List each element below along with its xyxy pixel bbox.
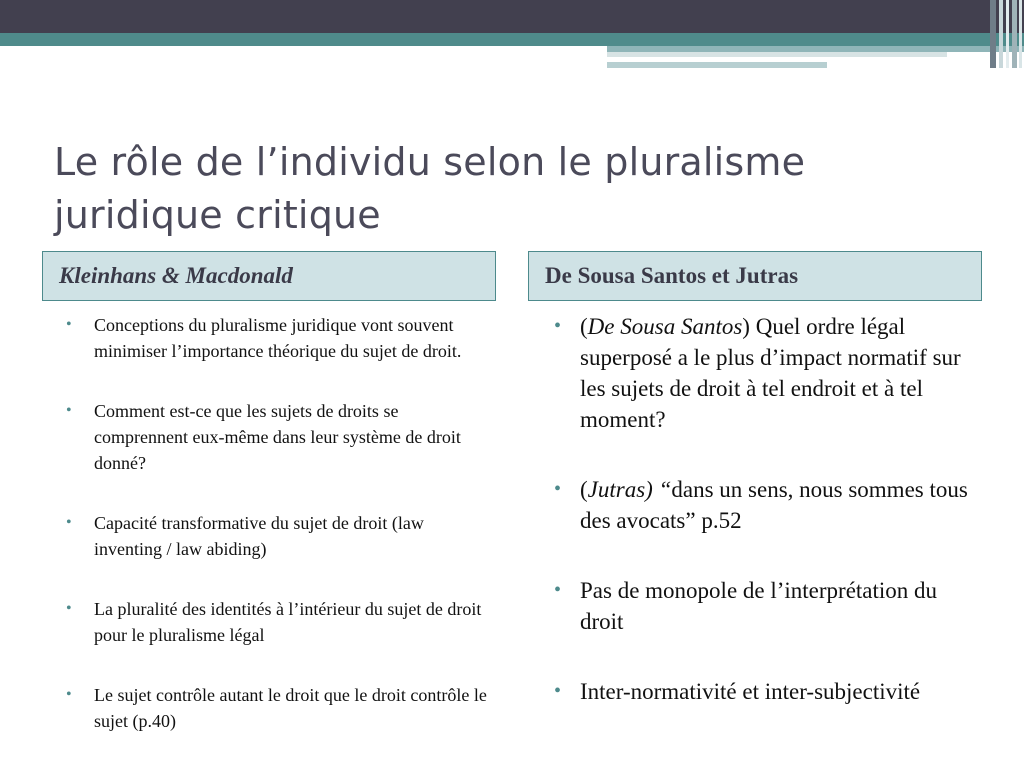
bullet-icon: •: [66, 514, 72, 531]
left-bullet-list: [60, 312, 490, 768]
list-item: [552, 311, 982, 435]
bullet-icon: •: [66, 316, 72, 333]
right-column-header-text: De Sousa Santos et Jutras: [545, 263, 799, 288]
list-item-italic: De Sousa Santos: [587, 314, 743, 339]
list-item-open: (: [580, 314, 588, 339]
list-item-text: Inter-normativité et inter-subjectivité: [580, 679, 921, 704]
bullet-icon: •: [66, 600, 72, 617]
header-band-dark: [0, 0, 1024, 33]
list-item: [552, 575, 982, 637]
decor-bar: [1019, 0, 1022, 68]
bullet-icon: •: [66, 686, 72, 703]
list-item-text: Pas de monopole de l’interprétation du droit: [580, 578, 938, 634]
list-item: [60, 398, 490, 476]
bullet-icon: •: [554, 478, 562, 500]
bullet-icon: •: [554, 680, 562, 702]
slide-title: Le rôle de l’individu selon le pluralisme juridique critique: [54, 140, 806, 237]
header-band-teal: [0, 33, 1024, 46]
decor-bar: [1006, 0, 1009, 68]
header-stripe: [607, 62, 827, 68]
left-column-header-text: Kleinhans & Macdonald: [59, 263, 293, 288]
list-item-text: Comment est-ce que les sujets de droits se comprennent eux-même dans leur système de droit donné?: [94, 401, 461, 473]
list-item: [552, 676, 982, 707]
decor-bar: [1012, 0, 1017, 68]
header-stripe: [607, 52, 947, 57]
list-item-text: Conceptions du pluralisme juridique vont souvent minimiser l’importance théorique du sujet de droit.: [94, 315, 462, 361]
list-item-open: (: [580, 477, 588, 502]
bullet-icon: •: [554, 315, 562, 337]
bullet-icon: •: [554, 579, 562, 601]
list-item-text: Le sujet contrôle autant le droit que le droit contrôle le sujet (p.40): [94, 685, 487, 731]
list-item-text: La pluralité des identités à l’intérieur du sujet de droit pour le pluralisme légal: [94, 599, 482, 645]
list-item: [552, 474, 982, 536]
bullet-icon: •: [66, 402, 72, 419]
decor-bar: [999, 0, 1003, 68]
list-item-text: dans un sens, nous sommes tous des avocats” p.52: [580, 477, 968, 533]
list-item-text: ) Quel ordre légal superposé a le plus d’impact normatif sur les sujets de droit à tel endroit et à tel moment?: [580, 314, 961, 432]
right-column-header: [528, 251, 982, 301]
decor-bar: [990, 0, 996, 68]
list-item: [60, 510, 490, 562]
right-bullet-list: [552, 311, 982, 746]
left-column-header: [42, 251, 496, 301]
list-item: [60, 596, 490, 648]
list-item: [60, 312, 490, 364]
list-item-italic: Jutras) “: [587, 477, 672, 502]
list-item: [60, 682, 490, 734]
list-item-text: Capacité transformative du sujet de droit (law inventing / law abiding): [94, 513, 424, 559]
